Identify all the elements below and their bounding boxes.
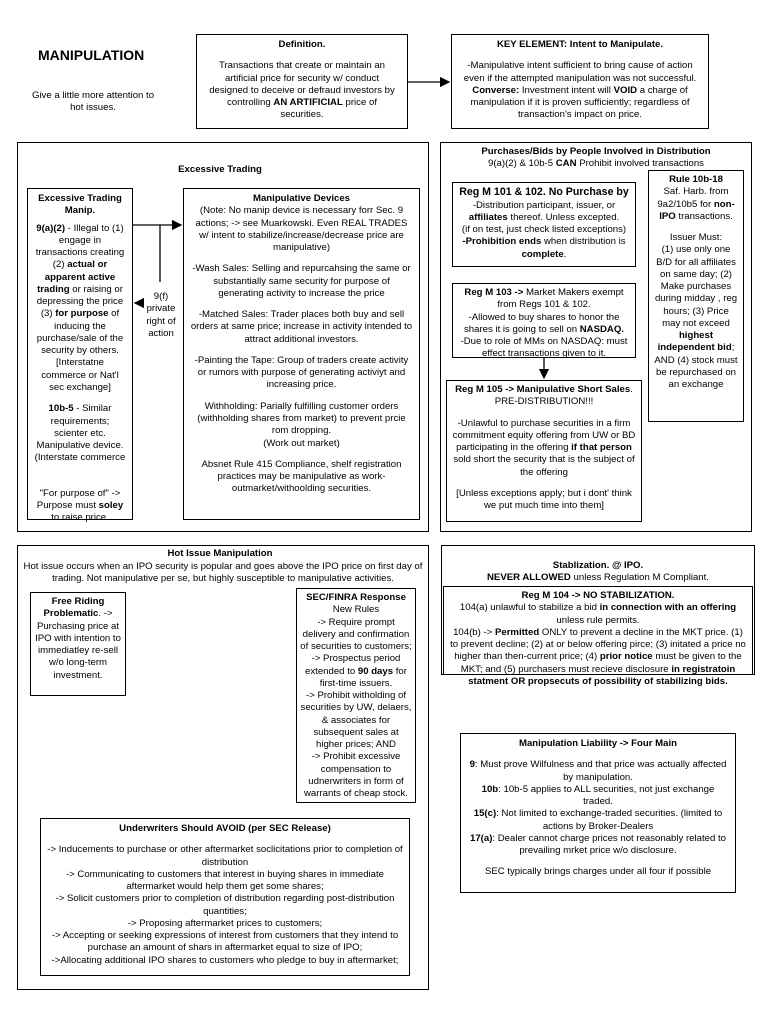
rule-104a: 104(a) unlawful to stabilize a bid in connection with an offering unless rule permits. xyxy=(459,602,737,626)
rule-10b-18-conditions: (1) use only one B/D for all affiliates on same day; (2) Make purchases during midday , reg hours; (3) Price may not exceed highest independent bid; AND (4) stock must be repurchased on an exchange xyxy=(654,244,738,391)
reg-m-105-box xyxy=(446,380,642,522)
liability-10b: 10b: 10b-5 applies to ALL securities, not just exchange traded. xyxy=(481,783,715,808)
liability-9: 9: Must prove Wilfulness and that price was actually affected by manipulation. xyxy=(469,759,727,783)
excessive-trading-manip-box xyxy=(27,188,133,524)
liability-heading: Manipulation Liability -> Four Main xyxy=(518,738,678,749)
distribution-heading: Purchases/Bids by People Involved in Distribution xyxy=(481,146,711,157)
intro-note: Give a little more attention to hot issues. xyxy=(31,90,155,114)
free-riding-text: Free Riding Problematic. -> Purchasing price at IPO with intention to immediatley re-sell w/o long-term investment. xyxy=(35,596,121,681)
key-element-text: -Manipulative intent sufficient to bring cause of action even if the attempted manipulation was not successful. Converse: Investment intent will VOID a charge of manipulation if it is proven sufficiently; regardless of transaction's impact on price. xyxy=(463,60,697,121)
hot-issue-heading: Hot Issue Manipulation xyxy=(167,548,273,559)
sec-finra-heading: SEC/FINRA Response xyxy=(306,592,406,603)
sec-finra-box xyxy=(296,588,416,803)
manipulative-devices-box xyxy=(183,188,420,520)
work-out-market: (Work out market) xyxy=(263,437,340,449)
underwriters-avoid-heading: Underwriters Should AVOID (per SEC Release) xyxy=(119,823,331,834)
reg-m-101-prohibition: -Prohibition ends when distribution is complete. xyxy=(462,236,626,260)
uw-item: -> Accepting or seeking expressions of interest from customers that they intend to purchase an amount of shars in aftermarket equal to size of IPO; xyxy=(51,930,399,954)
manip-heading: Excessive Trading Manip. xyxy=(38,193,122,217)
withholding: Withholding: Parially fulfilling customer orders (withholding shares from market) to prevent prcie rom dropping. xyxy=(197,400,406,437)
reg-m-105-heading: Reg M 105 -> Manipulative Short Sales. PRE-DISTRIBUTION!!! xyxy=(455,384,633,408)
reg-m-103-role: -Due to role of MMs on NASDAQ: must effect transactions given to it. xyxy=(460,336,628,360)
reg-m-105-exceptions: [Unless exceptions apply; but i dont' think we put much time into them] xyxy=(456,487,632,512)
reg-m-103-text: Reg M 103 -> Market Makers exempt from Regs 101 & 102. xyxy=(464,287,624,311)
sec-rule-2: -> Prospectus period extended to 90 days for first-time issuers. xyxy=(305,653,407,689)
key-element-box xyxy=(451,34,709,129)
liability-17a: 17(a): Dealer cannot charge prices not reasonably related to prevailing mrket price w/o disclosure. xyxy=(470,832,726,857)
definition-box xyxy=(196,34,408,129)
definition-heading: Definition. xyxy=(278,39,326,50)
rule-9a2-text: 9(a)(2) - Illegal to (1) engage in transactions creating (2) actual or apparent active trading or raising or depressing the price (3) for purpose of inducing the purchase/sale of the security by others. [Interstatne commerce or Nat'l sec exchange] xyxy=(35,222,125,393)
never-allowed: NEVER ALLOWED unless Regulation M Compliant. xyxy=(487,572,709,584)
uw-item: -> Proposing aftermarket prices to customers; xyxy=(127,917,323,929)
uw-item: -> Solicit customers prior to completion of distribution regarding post-distribution quantities; xyxy=(55,893,395,917)
manipulation-liability-box xyxy=(460,733,736,893)
page-title: MANIPULATION xyxy=(38,47,145,63)
reg-m-101-heading: Reg M 101 & 102. No Purchase by xyxy=(459,186,629,198)
reg-m-103-nasdaq: -Allowed to buy shares to honor the shares it is going to sell on NASDAQ. xyxy=(464,311,624,335)
matched-sales: -Matched Sales: Trader places both buy and sell orders at same price; increase in activity intended to attract additional investors. xyxy=(190,309,413,345)
reg-m-104-heading: Reg M 104 -> NO STABILIZATION. xyxy=(521,590,675,601)
uw-item: -> Inducements to purchase or other aftermarket soclicitations prior to completion of distribution xyxy=(47,844,403,868)
sec-rule-4: -> Prohibit excessive compensation to udnerwriters in form of warrants of cheap stock. xyxy=(304,751,408,800)
devices-note: (Note: No manip device is necessary forr Sec. 9 actions; -> see Muarkowski. Even REAL TRADES w/ intent to stabilize/increase/decrease price are manipulative) xyxy=(195,205,408,254)
stabilization-heading: Stablization. @ IPO. xyxy=(552,560,644,571)
issuer-must-label: Issuer Must: xyxy=(669,232,723,244)
rule-104b: 104(b) -> Permitted ONLY to prevent a decline in the MKT price. (1) to prevent decline; (2) at or below offering pirce; (3) initated a price no higher than then-current price; (4) prior notice must be given to the MKT; and (5) purchasers must recieve disclosure in registratoin statment OR propsecuts of possibility of stabilizing bids. xyxy=(450,626,746,687)
reg-m-101-text: -Distribution participant, issuer, or affiliates thereof. Unless excepted. xyxy=(468,199,620,223)
sec-new-rules: New Rules xyxy=(332,604,380,616)
hot-issue-text: Hot issue occurs when an IPO security is popular and goes above the IPO price on first day of trading. Not manipulative per se, but highly susceptible to manipulative activities. xyxy=(23,561,423,585)
for-purpose-text: "For purpose of" -> Purpose must soley to raise price. xyxy=(36,487,124,524)
distribution-subheading: 9(a)(2) & 10b-5 CAN Prohibit involved transactions xyxy=(488,158,704,169)
free-riding-box xyxy=(30,592,126,696)
rule-10b5-text: 10b-5 - Similar requirements; scienter etc. Manipulative device. (Interstate commerce xyxy=(34,403,126,464)
rule-10b-18-box xyxy=(648,170,744,422)
underwriters-avoid-box xyxy=(40,818,410,976)
reg-m-101-exceptions: (if on test, just check listed exceptions) xyxy=(461,224,627,236)
absnet-rule-415: Absnet Rule 415 Compliance, shelf registration practices may be manipulative as work-outmarket/withoolding securities. xyxy=(201,458,402,495)
private-right-label: 9(f) private right of action xyxy=(146,291,176,339)
devices-heading: Manipulative Devices xyxy=(252,193,351,204)
reg-m-101-102-box xyxy=(452,182,636,267)
uw-item: ->Allocating additional IPO shares to customers who pledge to buy in aftermarket; xyxy=(51,954,399,966)
uw-item: -> Communicating to customers that interest in buying shares in immediate aftermarket would help them get some shares; xyxy=(65,868,385,893)
excessive-trading-heading: Excessive Trading xyxy=(178,164,262,175)
sec-rule-3: -> Prohibit witholding of securities by UW, delaers, & associates for subsequent sales at higher prices; AND xyxy=(300,690,412,751)
liability-footer: SEC typically brings charges under all four if possible xyxy=(484,866,712,878)
reg-m-105-text: -Unlawful to purchase securities in a firm commitment equity offering from UW or BD participating in the offering if that person sold short the security that is the subject of the offering xyxy=(452,417,636,478)
reg-m-104-box xyxy=(443,586,753,687)
wash-sales: -Wash Sales: Selling and repurcahsing the same or substantially same security for purpose of generating activity to increase the price xyxy=(192,263,411,299)
sec-rule-1: -> Require prompt delivery and confirmation of securities to customers; xyxy=(300,616,412,653)
rule-10b-18-heading: Rule 10b-18 xyxy=(669,174,723,185)
rule-10b-18-safe-harbor: Saf. Harb. from 9a2/10b5 for non-IPO transactions. xyxy=(657,186,735,222)
key-element-heading: KEY ELEMENT: Intent to Manipulate. xyxy=(496,39,664,50)
reg-m-103-box xyxy=(452,283,636,358)
definition-text: Transactions that create or maintain an artificial price for security w/ conduct designed to deceive or defraud investors by controlling AN ARTIFICIAL price of securities. xyxy=(209,60,395,121)
painting-the-tape: -Painting the Tape: Group of traders create activity or rumors with purpose of generating activiyt and increasing price. xyxy=(194,354,409,391)
liability-15c: 15(c): Not limited to exchange-traded securities. (limited to actions by Broker-Dealers xyxy=(473,808,723,832)
